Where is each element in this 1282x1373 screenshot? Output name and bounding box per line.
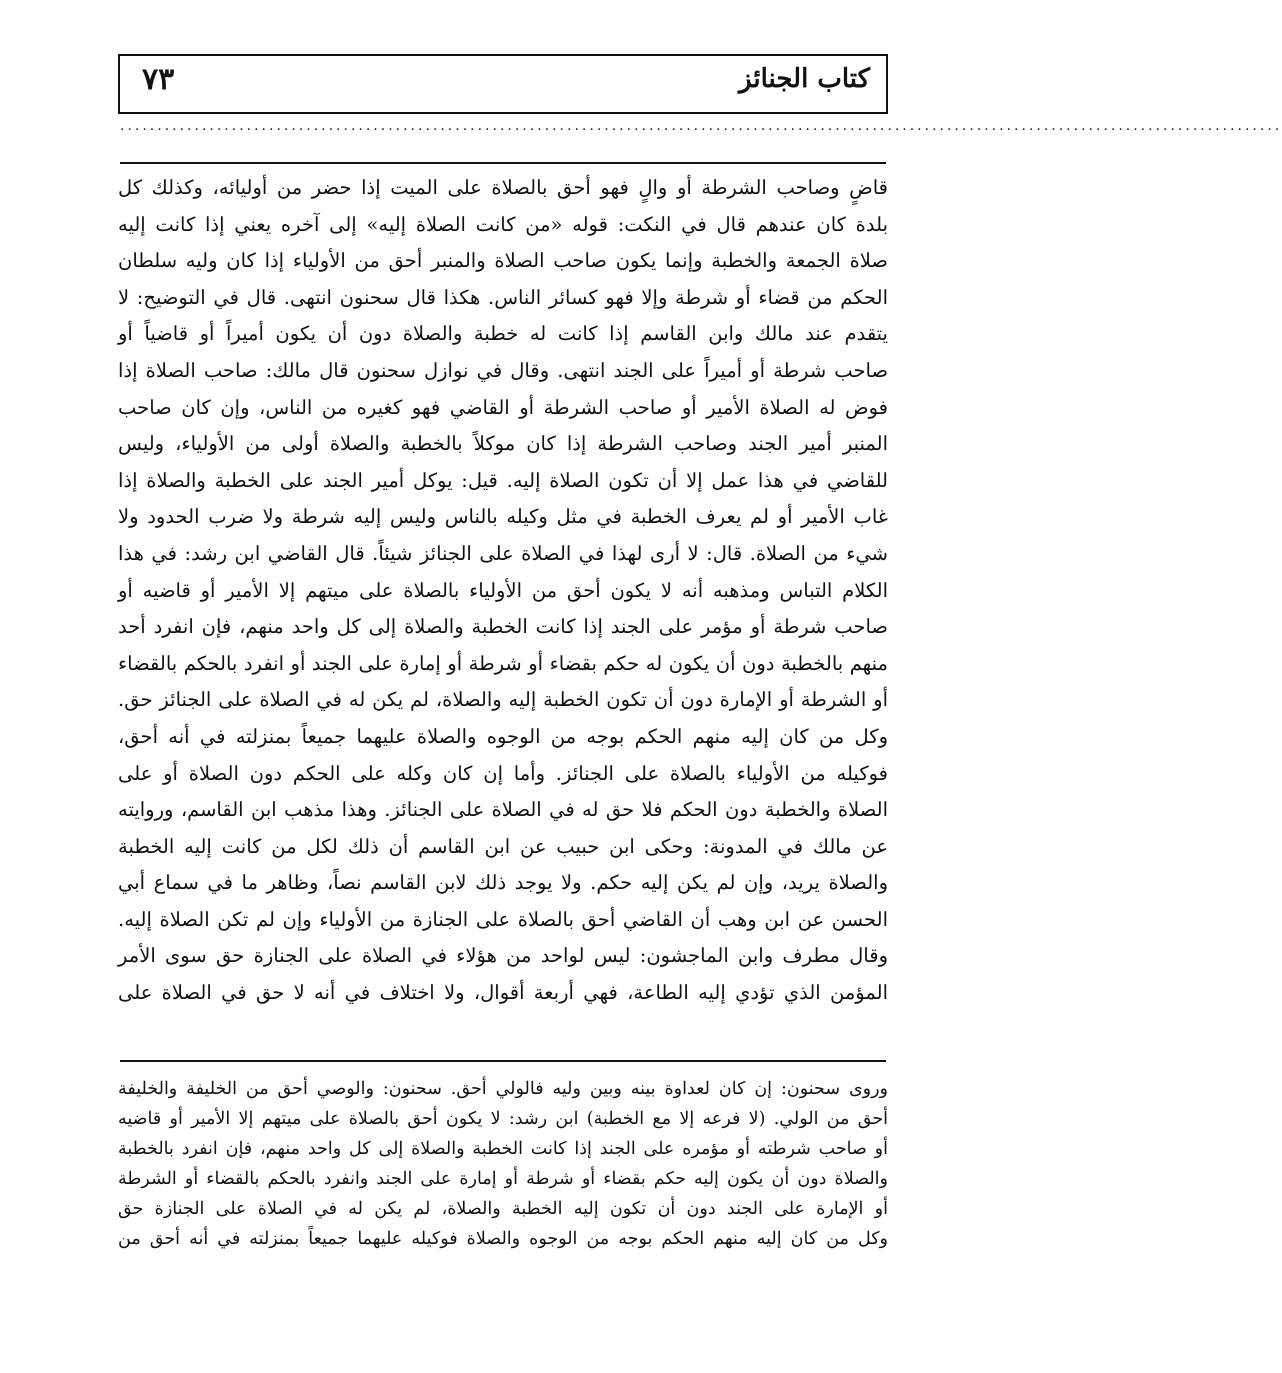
book-title: كتاب الجنائز xyxy=(739,64,870,94)
footnote-line: وكل من كان إليه منهم الحكم بوجه من الوجوه والصلاة فوكيله عليهما جميعاً بمنزلته في أنه أحق من xyxy=(118,1229,888,1249)
text-line: بلدة كان عندهم قال في النكت: قوله «من كانت الصلاة إليه» إلى آخره يعني إذا كانت إليه xyxy=(118,212,888,236)
text-line: للقاضي في هذا عمل إلا أن تكون الصلاة إليه. قيل: يوكل أمير الجند على الخطبة والصلاة إذا xyxy=(118,468,888,492)
text-line: صاحب شرطة أو أميراً على الجند انتهى. وقال في نوازل سحنون قال مالك: صاحب الصلاة إذا xyxy=(118,358,888,382)
text-line: فوض له الصلاة الأمير أو صاحب الشرطة أو القاضي فهو كغيره من الناس، وإن كان صاحب xyxy=(118,395,888,419)
footnote-block xyxy=(118,1074,888,1254)
text-line: منهم بالخطبة دون أن يكون له حكم بقضاء أو شرطة أو إمارة على الجند أو انفرد بالحكم بالقضاء xyxy=(118,651,888,675)
footnote-line: والصلاة دون أن يكون إليه حكم بقضاء أو شرطة أو إمارة على الجند وانفرد بالحكم بالقضاء أو الشرطة xyxy=(118,1169,888,1189)
text-line: أو الشرطة أو الإمارة دون أن تكون الخطبة إليه والصلاة، لم يكن له في الصلاة على الجنائز حق. xyxy=(118,688,888,712)
text-line: وكل من كان إليه منهم الحكم بوجه من الوجوه والصلاة عليهما جميعاً بمنزلته في أنه أحق، xyxy=(118,724,888,748)
text-line: وقال مطرف وابن الماجشون: ليس لواحد من هؤلاء في الصلاة على الجنازة حق سوى الأمر xyxy=(118,944,888,968)
text-line: الحسن عن ابن وهب أن القاضي أحق بالصلاة على الجنازة من الأولياء وإن لم تكن الصلاة إليه. xyxy=(118,907,888,931)
text-line: والصلاة يريد، وإن لم يكن إليه حكم. ولا يوجد ذلك لابن القاسم نصاً، وظاهر ما في سماع أبي xyxy=(118,871,888,895)
text-line: الصلاة والخطبة دون الحكم فلا حق له في الصلاة على الجنائز. وهذا مذهب ابن القاسم، وروايته xyxy=(118,798,888,822)
dotted-separator: ............................................................................................................................................................ xyxy=(120,118,1282,134)
footnote-line: وروى سحنون: إن كان لعداوة بينه وبين وليه فالولي أحق. سحنون: والوصي أحق من الخليفة والخليفة xyxy=(118,1079,888,1099)
text-line: المؤمن الذي تؤدي إليه الطاعة، فهي أربعة أقوال، ولا اختلاف في أنه لا حق في الصلاة على xyxy=(118,981,888,1005)
main-text-block xyxy=(118,170,888,1012)
text-line: صاحب شرطة أو مؤمر على الجند إذا كانت الخطبة والصلاة إلى كل واحد منهم، فإن انفرد أحد xyxy=(118,615,888,639)
text-line: الحكم من قضاء أو شرطة وإلا فهو كسائر الناس. هكذا قال سحنون انتهى. قال في التوضيح: لا xyxy=(118,285,888,309)
text-line: يتقدم عند مالك وابن القاسم إذا كانت له خطبة والصلاة دون أن يكون أميراً أو قاضياً أو xyxy=(118,322,888,346)
text-line: عن مالك في المدونة: وحكى ابن حبيب عن ابن القاسم أن ذلك لكل من كانت إليه الخطبة xyxy=(118,834,888,858)
text-line: شيء من الصلاة. قال: لا أرى لهذا في الصلاة على الجنائز شيئاً. قال القاضي ابن رشد: في هذا xyxy=(118,541,888,565)
top-rule xyxy=(120,162,886,164)
footnote-line: أو الإمارة على الجند دون أن تكون إليه الخطبة والصلاة، لم يكن له في الصلاة على الجنازة حق xyxy=(118,1199,888,1219)
text-line: فوكيله من الأولياء بالصلاة على الجنائز. وأما إن كان وكله على الحكم دون الصلاة أو على xyxy=(118,761,888,785)
text-line: الكلام التباس ومذهبه أنه لا يكون أحق من الأولياء بالصلاة على ميتهم إلا الأمير أو قاضيه أو xyxy=(118,578,888,602)
footnote-rule xyxy=(120,1060,886,1062)
footnote-line: أحق من الولي. (لا فرعه إلا مع الخطبة) ابن رشد: لا يكون أحق بالصلاة على ميتهم إلا الأمير أو قاضيه xyxy=(118,1109,888,1129)
page-header xyxy=(118,54,888,114)
page-number: ٧٣ xyxy=(142,62,175,97)
footnote-line: أو صاحب شرطته أو مؤمره على الجند إذا كانت الخطبة والصلاة إلى كل واحد منهم، فإن انفرد بالخطبة xyxy=(118,1139,888,1159)
text-line: غاب الأمير أو لم يعرف الخطبة في مثل وكيله بالناس وليس إليه شرطة ولا ضرب الحدود ولا xyxy=(118,505,888,529)
text-line: قاضٍ وصاحب الشرطة أو والٍ فهو أحق بالصلاة على الميت إذا حضر من أوليائه، وكذلك كل xyxy=(118,176,888,199)
text-line: صلاة الجمعة والخطبة وإنما يكون صاحب الصلاة والمنبر أحق من الأولياء إذا كان وليه سلطان xyxy=(118,249,888,273)
text-line: المنبر أمير الجند وصاحب الشرطة إذا كان موكلاً بالخطبة والصلاة أولى من الأولياء، وليس xyxy=(118,432,888,456)
